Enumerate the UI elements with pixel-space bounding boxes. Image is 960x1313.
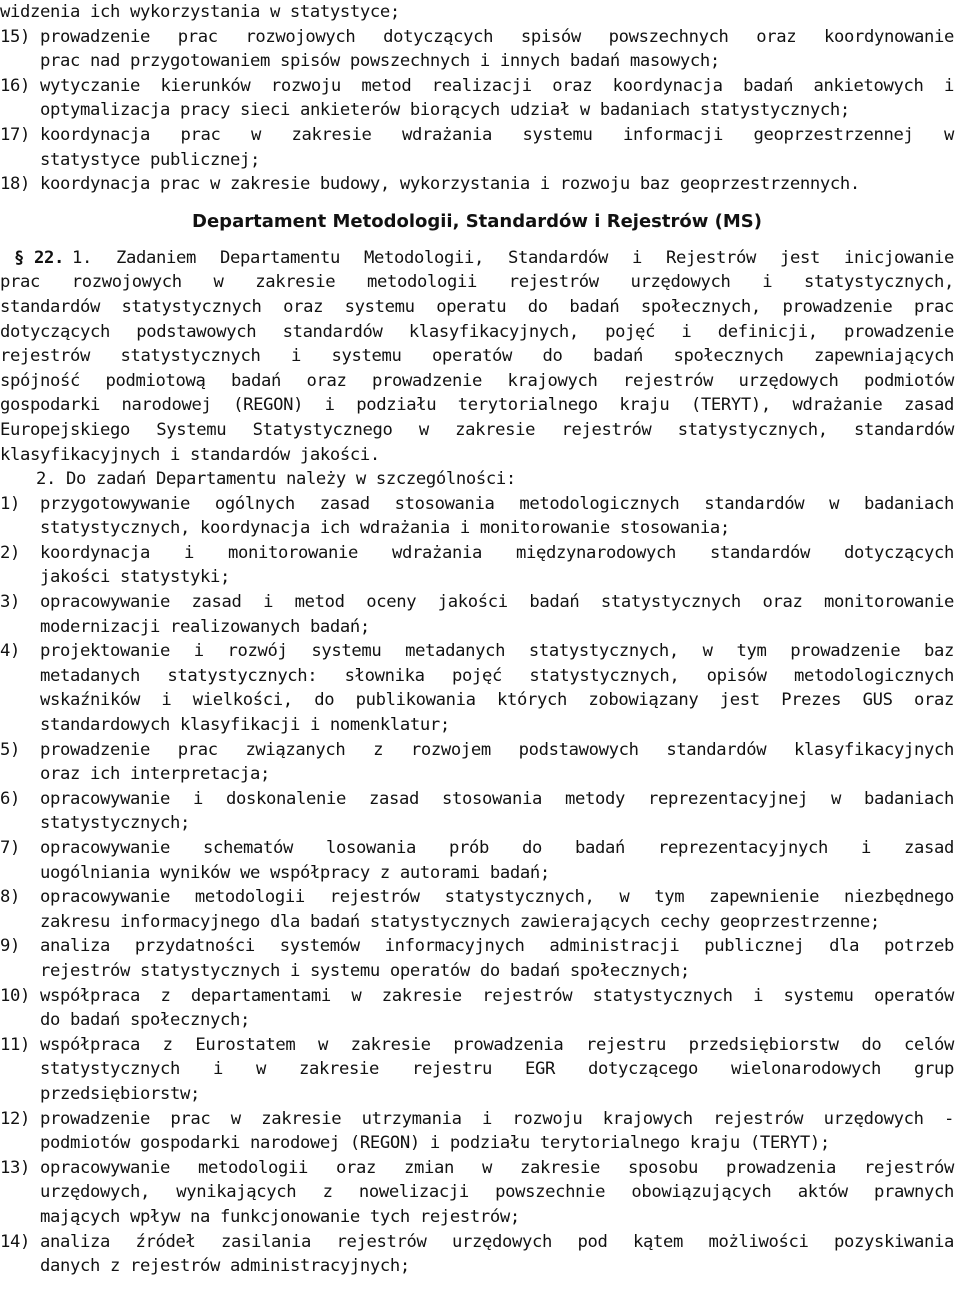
list-item: [0, 541, 954, 590]
list-item: [0, 1107, 954, 1156]
item-text: prac nad przygotowaniem spisów powszechnych i innych badań masowych;: [40, 51, 720, 72]
list-item: [0, 639, 954, 737]
item-text: współpraca z departamentami w zakresie rejestrów statystycznych i systemu operatów: [40, 985, 954, 1006]
paragraph-line: prac rozwojowych w zakresie metodologii rejestrów urzędowych i statystycznych,: [0, 272, 954, 293]
item-text: wytyczanie kierunków rozwoju metod realizacji oraz koordynacja badań ankietowych i: [40, 75, 954, 96]
item-number: 8): [0, 887, 20, 908]
item-number: 5): [0, 739, 20, 760]
item-text: urzędowych, wynikających z nowelizacji powszechnie obowiązujących aktów prawnych: [40, 1182, 954, 1203]
item-number: 15): [0, 26, 30, 47]
item-number: 18): [0, 174, 30, 195]
item-text: projektowanie i rozwój systemu metadanych statystycznych, w tym prowadzenie baz: [40, 641, 954, 662]
paragraph-line: gospodarki narodowej (REGON) i podziału terytorialnego kraju (TERYT), wdrażanie zasad: [0, 395, 954, 416]
list-item: [0, 787, 954, 836]
item-text: standardowych klasyfikacji i nomenklatur;: [40, 715, 450, 736]
item-text: modernizacji realizowanych badań;: [40, 616, 370, 637]
list-item: [0, 123, 954, 172]
item-text: analiza przydatności systemów informacyjnych administracji publicznej dla potrzeb: [40, 936, 954, 957]
item-number: 6): [0, 788, 20, 809]
item-text: statystycznych;: [40, 813, 190, 834]
item-text: koordynacja prac w zakresie wdrażania systemu informacji geoprzestrzennej w: [40, 124, 954, 145]
item-text: współpraca z Eurostatem w zakresie prowadzenia rejestru przedsiębiorstw do celów: [40, 1034, 954, 1055]
item-text: statystyce publicznej;: [40, 149, 260, 170]
list-item: [0, 984, 954, 1033]
item-text: danych z rejestrów administracyjnych;: [40, 1256, 410, 1277]
item-text: analiza źródeł zasilania rejestrów urzędowych pod kątem możliwości pozyskiwania: [40, 1231, 954, 1252]
paragraph-line: Europejskiego Systemu Statystycznego w zakresie rejestrów statystycznych, standardów: [0, 419, 954, 440]
item-number: 16): [0, 75, 30, 96]
item-number: 7): [0, 838, 20, 858]
item-number: 13): [0, 1157, 30, 1178]
item-text: prowadzenie prac w zakresie utrzymania i rozwoju krajowych rejestrów urzędowych -: [40, 1108, 954, 1129]
item-number: 10): [0, 985, 30, 1006]
item-text: przygotowywanie ogólnych zasad stosowania metodologicznych standardów w badaniach: [40, 493, 954, 514]
item-text: oraz ich interpretacja;: [40, 764, 270, 785]
section-paragraph: [0, 246, 954, 492]
item-text: zakresu informacyjnego dla badań statystycznych zawierających cechy geoprzestrzenne;: [40, 911, 880, 932]
item-text: opracowywanie schematów losowania prób do badań reprezentacyjnych i zasad: [40, 838, 954, 858]
item-text: opracowywanie i doskonalenie zasad stosowania metody reprezentacyjnej w badaniach: [40, 788, 954, 809]
section-number: § 22.: [14, 247, 64, 268]
item-number: 17): [0, 124, 30, 145]
item-text: opracowywanie zasad i metod oceny jakości badań statystycznych oraz monitorowanie: [40, 592, 954, 613]
list-item: [0, 1156, 954, 1230]
item-text: optymalizacja pracy sieci ankieterów biorących udział w badaniach statystycznych;: [40, 100, 850, 121]
item-number: 2): [0, 542, 20, 563]
item-number: 1): [0, 493, 20, 514]
item-text: metadanych statystycznych: słownika pojęć statystycznych, opisów metodologicznych: [40, 665, 954, 686]
paragraph-line: spójność podmiotową badań oraz prowadzenie krajowych rejestrów urzędowych podmiotów: [0, 370, 954, 391]
item-number: 9): [0, 936, 20, 957]
item-text: do badań społecznych;: [40, 1010, 250, 1031]
list-item: [0, 1033, 954, 1107]
list-item: [0, 1230, 954, 1279]
subparagraph-intro: 2. Do zadań Departamentu należy w szczególności:: [36, 469, 516, 490]
paragraph-line: dotyczących podstawowych standardów klasyfikacyjnych, pojęć i definicji, prowadzenie: [0, 321, 954, 342]
item-text: prowadzenie prac rozwojowych dotyczących spisów powszechnych oraz koordynowanie: [40, 26, 954, 47]
list-item: [0, 836, 954, 885]
paragraph-line: rejestrów statystycznych i systemu operatów do badań społecznych zapewniających: [0, 346, 954, 367]
list-item: [0, 492, 954, 541]
item-text: wskaźników i wielkości, do publikowania których zobowiązany jest Prezes GUS oraz: [40, 690, 954, 711]
item-text: jakości statystyki;: [40, 567, 230, 588]
paragraph-line: standardów statystycznych oraz systemu operatu do badań społecznych, prowadzenie prac: [0, 296, 954, 317]
list-item: [0, 934, 954, 983]
item-text: przedsiębiorstw;: [40, 1083, 200, 1104]
list-item: [0, 738, 954, 787]
list-item: [0, 590, 954, 639]
item-number: 4): [0, 641, 20, 662]
item-text: koordynacja i monitorowanie wdrażania międzynarodowych standardów dotyczących: [40, 542, 954, 563]
list-item: [0, 74, 954, 123]
item-text: statystycznych i w zakresie rejestru EGR dotyczącego wielonarodowych grup: [40, 1059, 954, 1080]
item-text: podmiotów gospodarki narodowej (REGON) i podziału terytorialnego kraju (TERYT);: [40, 1133, 830, 1154]
item-text: prowadzenie prac związanych z rozwojem podstawowych standardów klasyfikacyjnych: [40, 739, 954, 760]
paragraph-line: klasyfikacyjnych i standardów jakości.: [0, 444, 380, 465]
item-text: opracowywanie metodologii oraz zmian w zakresie sposobu prowadzenia rejestrów: [40, 1157, 954, 1178]
item-text: uogólniania wyników we współpracy z autorami badań;: [40, 862, 550, 883]
list-item: [0, 885, 954, 934]
item-text: mających wpływ na funkcjonowanie tych rejestrów;: [40, 1206, 520, 1227]
item-text: koordynacja prac w zakresie budowy, wykorzystania i rozwoju baz geoprzestrzennych.: [40, 174, 860, 195]
paragraph-line: 1. Zadaniem Departamentu Metodologii, Standardów i Rejestrów jest inicjowanie: [72, 247, 954, 268]
item-number: 14): [0, 1231, 30, 1252]
section-heading: Departament Metodologii, Standardów i Rejestrów (MS): [192, 210, 762, 232]
item-text: opracowywanie metodologii rejestrów statystycznych, w tym zapewnienie niezbędnego: [40, 887, 954, 908]
item-number: 12): [0, 1108, 30, 1129]
item-text: statystycznych, koordynacja ich wdrażania i monitorowanie stosowania;: [40, 518, 730, 539]
item-text: rejestrów statystycznych i systemu operatów do badań społecznych;: [40, 960, 690, 981]
list-item: [0, 25, 954, 74]
continued-line: widzenia ich wykorzystania w statystyce;: [0, 2, 400, 22]
list-item: [0, 172, 954, 197]
task-list: [0, 492, 954, 1279]
item-number: 11): [0, 1034, 30, 1055]
prev-section: [0, 0, 954, 197]
item-number: 3): [0, 592, 20, 613]
